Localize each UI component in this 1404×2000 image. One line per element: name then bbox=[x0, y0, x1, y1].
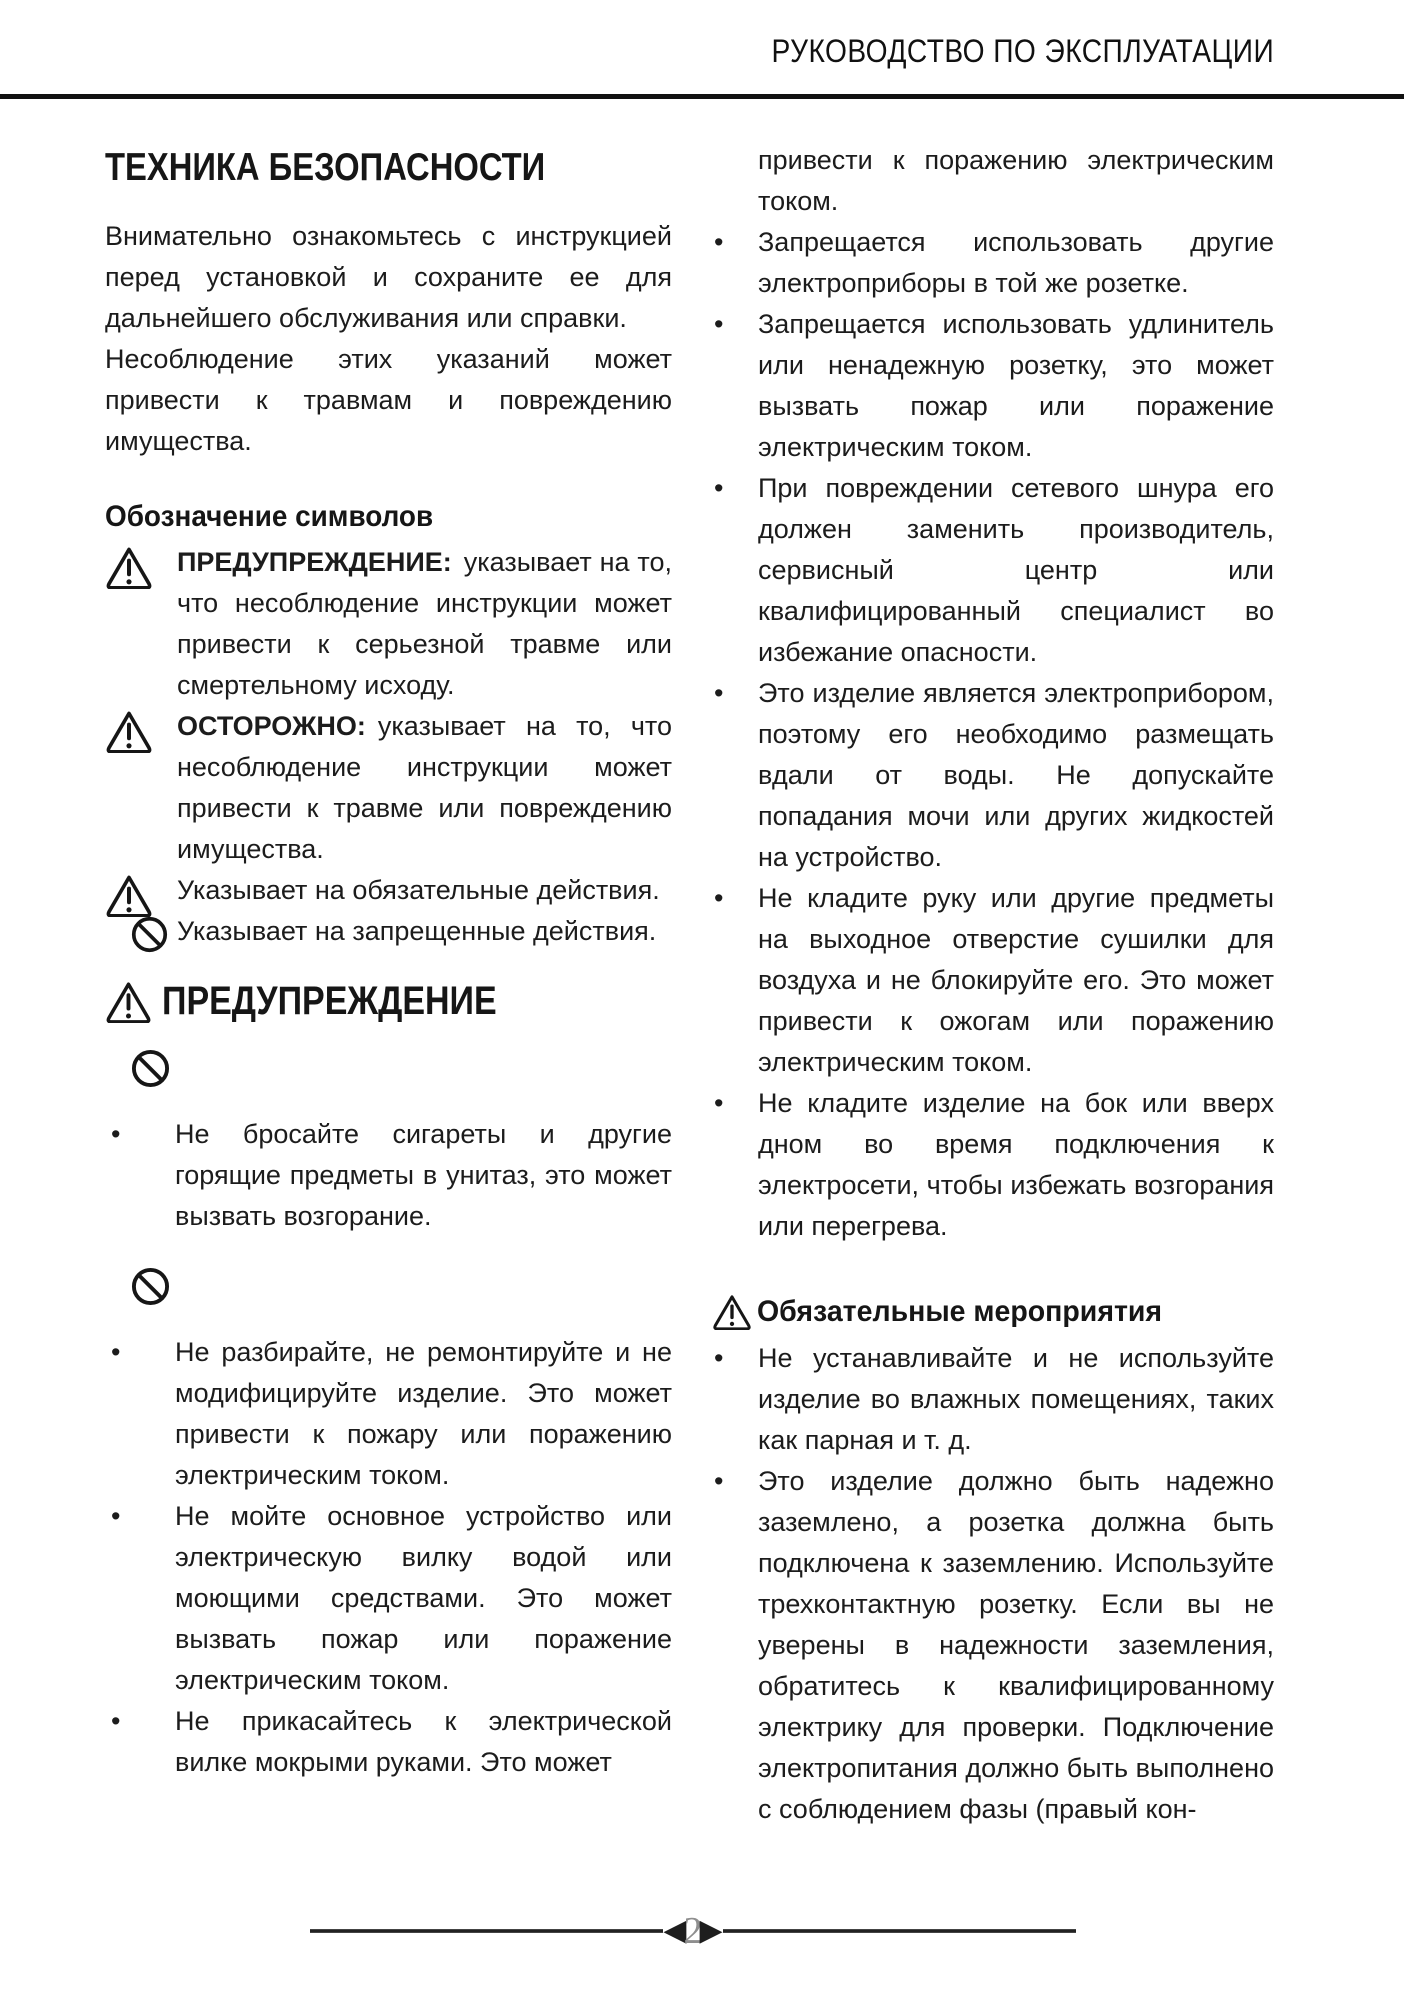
prohibition-icon bbox=[131, 1049, 170, 1088]
bullet-text: Не устанавливайте и не используйте изделие во влажных помещениях, таких как парная и т. д. bbox=[758, 1343, 1274, 1455]
bullet-marker: • bbox=[111, 1706, 121, 1736]
bullet-item bbox=[714, 468, 1274, 673]
bullet-item bbox=[714, 1461, 1274, 1830]
bullet-marker: • bbox=[714, 1466, 724, 1496]
intro-paragraph: Внимательно ознакомьтесь с инструкцией перед установкой и сохраните ее для дальнейшего обслуживания или справки. bbox=[105, 221, 672, 333]
symbol-text: Указывает на обязательные действия. bbox=[177, 875, 660, 905]
bullet-item bbox=[105, 1114, 672, 1237]
footer-arrow-left-icon: ◀ bbox=[663, 1913, 687, 1948]
section-title-safety: ТЕХНИКА БЕЗОПАСНОСТИ bbox=[105, 146, 546, 189]
page-number: 2 bbox=[683, 1910, 703, 1952]
mandatory-section-title: Обязательные мероприятия bbox=[757, 1295, 1163, 1328]
bullet-marker: • bbox=[714, 473, 724, 503]
bullet-text: Это изделие должно быть надежно заземлено, а розетка должна быть подключена к заземлению. Используйте трехконтактную розетку. Если вы не уверены в надежности заземления, обратитесь к квалифицированному электрику для проверки. Подключение электропитания должно быть выполнено с соблюдением фазы (правый кон- bbox=[758, 1466, 1274, 1824]
bullet-item bbox=[714, 1083, 1274, 1247]
right-column bbox=[714, 140, 1274, 1830]
symbol-text: указывает на то, что несоблюдение инструкции может привести к травме или повреждению имущества. bbox=[177, 711, 672, 864]
prohibition-icon bbox=[131, 1267, 170, 1306]
warning-section-title: ПРЕДУПРЕЖДЕНИЕ bbox=[162, 979, 497, 1023]
bullet-marker: • bbox=[714, 309, 724, 339]
symbol-definition-item bbox=[105, 870, 672, 911]
bullet-item bbox=[714, 1338, 1274, 1461]
warning-section-header bbox=[105, 980, 672, 1023]
symbol-definition-item bbox=[105, 911, 672, 952]
bullet-text: Не кладите руку или другие предметы на выходное отверстие сушилки для воздуха и не блокируйте его. Это может привести к ожогам или поражению электрическим током. bbox=[758, 883, 1274, 1077]
bullet-text: При повреждении сетевого шнура его должен заменить производитель, сервисный центр или квалифицированный специалист во избежание опасности. bbox=[758, 473, 1274, 667]
bullet-item bbox=[714, 304, 1274, 468]
bullet-text: Не разбирайте, не ремонтируйте и не модифицируйте изделие. Это может привести к пожару или поражению электрическим током. bbox=[175, 1337, 672, 1490]
symbol-definition-item bbox=[105, 706, 672, 870]
warning-triangle-icon bbox=[712, 1293, 752, 1330]
bullet-text: Запрещается использовать удлинитель или ненадежную розетку, это может вызвать пожар или поражение электрическим током. bbox=[758, 309, 1274, 462]
bullet-marker: • bbox=[714, 883, 724, 913]
intro-paragraph: Несоблюдение этих указаний может привести к травмам и повреждению имущества. bbox=[105, 344, 672, 456]
bullet-marker: • bbox=[714, 678, 724, 708]
footer-arrow-right-icon: ▶ bbox=[699, 1913, 723, 1948]
left-column bbox=[105, 140, 672, 1830]
symbols-heading: Обозначение символов bbox=[105, 500, 434, 533]
bullet-text: Не прикасайтесь к электрической вилке мокрыми руками. Это может bbox=[175, 1706, 672, 1777]
bullet-item bbox=[714, 222, 1274, 304]
bullet-marker: • bbox=[714, 227, 724, 257]
header-rule bbox=[0, 94, 1404, 99]
symbol-definition-item bbox=[105, 542, 672, 706]
two-column-layout bbox=[105, 140, 1274, 1830]
symbol-label: ОСТОРОЖНО: bbox=[177, 711, 366, 741]
bullet-marker: • bbox=[111, 1501, 121, 1531]
bullet-text: Запрещается использовать другие электроприборы в той же розетке. bbox=[758, 227, 1274, 298]
symbol-text: указывает на то, что несоблюдение инструкции может привести к серьезной травме или смертельному исходу. bbox=[177, 547, 672, 700]
prohibition-icon bbox=[131, 916, 168, 953]
footer-rule-right bbox=[723, 1929, 1076, 1933]
bullet-item bbox=[105, 1701, 672, 1783]
bullet-marker: • bbox=[111, 1119, 121, 1149]
bullet-item bbox=[105, 1332, 672, 1496]
page-footer bbox=[310, 1912, 1076, 1950]
bullet-marker: • bbox=[714, 1088, 724, 1118]
bullet-text: Это изделие является электроприбором, поэтому его необходимо размещать вдали от воды. Не допускайте попадания мочи или других жидкостей на устройство. bbox=[758, 678, 1274, 872]
mandatory-section-header bbox=[712, 1291, 1274, 1332]
symbol-text: Указывает на запрещенные действия. bbox=[177, 916, 657, 946]
footer-rule-left bbox=[310, 1929, 663, 1933]
symbol-label: ПРЕДУПРЕЖДЕНИЕ: bbox=[177, 547, 452, 577]
bullet-item bbox=[105, 1496, 672, 1701]
bullet-text: Не кладите изделие на бок или вверх дном во время подключения к электросети, чтобы избежать возгорания или перегрева. bbox=[758, 1088, 1274, 1241]
bullet-item bbox=[714, 878, 1274, 1083]
warning-triangle-icon bbox=[105, 980, 152, 1023]
bullet-item bbox=[714, 673, 1274, 878]
continuation-text: привести к поражению электрическим током. bbox=[758, 145, 1274, 216]
bullet-marker: • bbox=[714, 1343, 724, 1373]
bullet-text: Не бросайте сигареты и другие горящие предметы в унитаз, это может вызвать возгорание. bbox=[175, 1119, 672, 1231]
warning-triangle-icon bbox=[105, 545, 153, 589]
warning-triangle-icon bbox=[105, 709, 153, 753]
bullet-marker: • bbox=[111, 1337, 121, 1367]
page-header-title: РУКОВОДСТВО ПО ЭКСПЛУАТАЦИИ bbox=[771, 33, 1274, 69]
bullet-text: Не мойте основное устройство или электрическую вилку водой или моющими средствами. Это может вызвать пожар или поражение электрическим током. bbox=[175, 1501, 672, 1695]
